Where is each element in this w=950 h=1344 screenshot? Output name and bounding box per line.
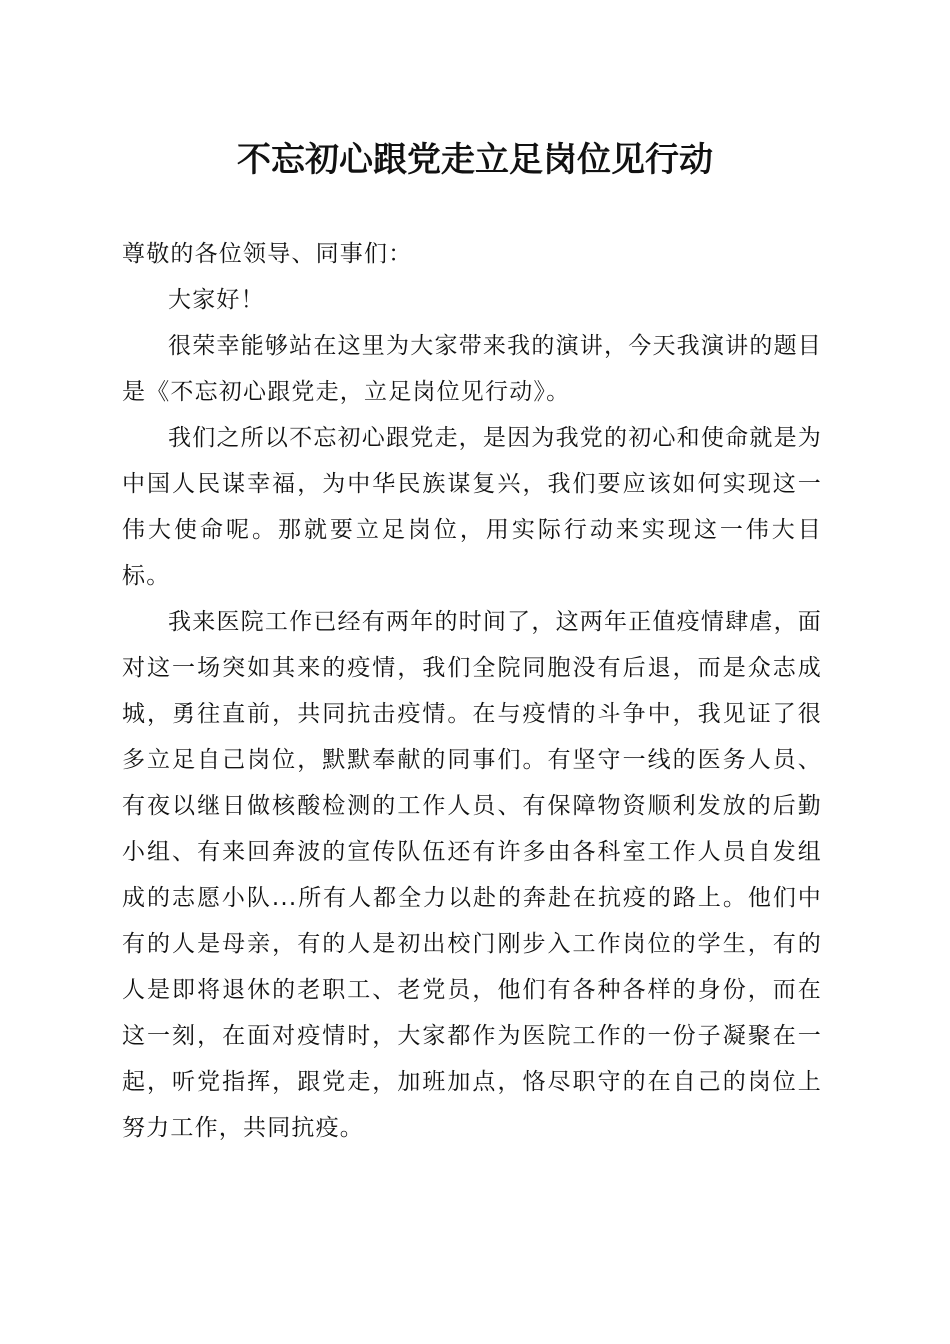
paragraph-mission: 我们之所以不忘初心跟党走，是因为我党的初心和使命就是为中国人民谋幸福，为中华民族谋复兴，我们要应该如何实现这一伟大使命呢。那就要立足岗位，用实际行动来实现这一伟大目标。 [122,425,822,589]
document-body [122,231,822,1151]
paragraph-intro: 很荣幸能够站在这里为大家带来我的演讲，今天我演讲的题目是《不忘初心跟党走，立足岗位见行动》。 [122,333,822,405]
paragraph-greeting: 大家好！ [168,287,265,313]
paragraph-story: 我来医院工作已经有两年的时间了，这两年正值疫情肆虐，面对这一场突如其来的疫情，我们全院同胞没有后退，而是众志成城，勇往直前，共同抗击疫情。在与疫情的斗争中，我见证了很多立足自己岗位，默默奉献的同事们。有坚守一线的医务人员、有夜以继日做核酸检测的工作人员、有保障物资顺利发放的后勤小组、有来回奔波的宣传队伍还有许多由各科室工作人员自发组成的志愿小队...所有人都全力以赴的奔赴在抗疫的路上。他们中有的人是母亲，有的人是初出校门刚步入工作岗位的学生，有的人是即将退休的老职工、老党员，他们有各种各样的身份，而在这一刻，在面对疫情时，大家都作为医院工作的一份子凝聚在一起，听党指挥，跟党走，加班加点，恪尽职守的在自己的岗位上努力工作，共同抗疫。 [122,609,822,1141]
salutation: 尊敬的各位领导、同事们： [122,241,413,267]
document-title: 不忘初心跟党走立足岗位见行动 [237,140,713,180]
